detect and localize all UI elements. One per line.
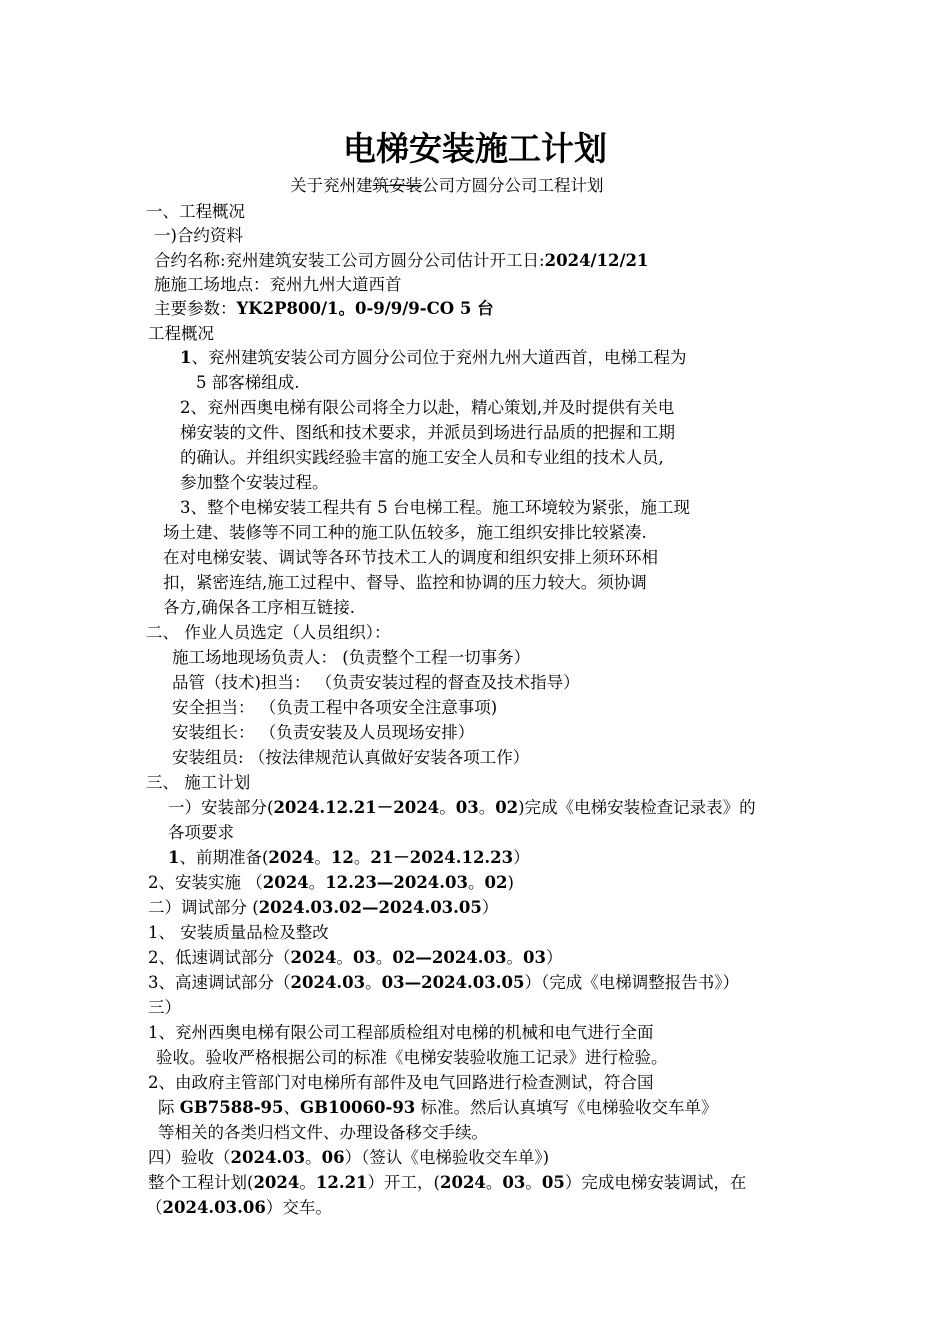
text-line (196, 371, 300, 395)
text-segment: )完成《电梯安装检查记录表》的 (518, 798, 756, 817)
text-segment: 。 (299, 1173, 316, 1192)
text-segment: 2024.03.06 (162, 1198, 266, 1217)
text-line (172, 646, 530, 670)
text-segment: 21 (370, 848, 394, 867)
text-segment: 、 (283, 1098, 301, 1117)
text-line (156, 1046, 668, 1070)
text-segment: 施施工场地点：兖州九州大道西首 (154, 275, 402, 294)
text-line (172, 696, 497, 720)
text-segment: 三） (148, 998, 181, 1017)
text-segment: 2024 (290, 948, 337, 967)
text-segment: 标准。然后认真填写《电梯验收交车单》 (415, 1098, 718, 1117)
text-segment: 梯安装的文件、图纸和技术要求，并派员到场进行品质的把握和工期 (180, 423, 675, 442)
text-segment: 三、 施工计划 (146, 773, 251, 792)
text-segment: 、兖州建筑安装公司方圆分公司位于兖州九州大道西首，电梯工程为 (191, 348, 687, 367)
text-segment: ）（完成《电梯调整报告书》） (524, 973, 739, 992)
text-line (168, 821, 234, 845)
text-segment: 、前期准备( (179, 848, 269, 867)
text-segment: 03 (455, 798, 479, 817)
text-line (148, 996, 181, 1020)
text-line (158, 1096, 718, 1120)
text-segment: 二、 作业人员选定（人员组织）： (146, 623, 391, 642)
text-segment: 02—2024.03 (392, 948, 507, 967)
subtitle-text-pre: 关于兖州建 (290, 176, 373, 195)
text-segment: 2024 (393, 798, 440, 817)
text-segment: 2024/12/21 (544, 251, 649, 270)
text-segment: 各方,确保各工序相互链接. (163, 598, 355, 617)
text-segment: 2、低速调试部分（ (148, 948, 291, 967)
text-segment: 在对电梯安装、调试等各环节技术工人的调度和组织安排上须环环相 (163, 548, 658, 567)
text-segment: 施工场地现场负责人： (负责整个工程一切事务） (172, 648, 531, 667)
text-line (172, 671, 580, 695)
text-segment: 03 (502, 1173, 526, 1192)
text-segment: ） (513, 848, 530, 867)
text-segment: 二）调试部分 ( (148, 898, 259, 917)
text-segment: 05 (541, 1173, 565, 1192)
text-segment: 的确认。并组织实践经验丰富的施工安全人员和专业组的技术人员, (180, 448, 664, 467)
text-segment: 。 (467, 873, 485, 892)
text-segment: 验收。验收严格根据公司的标准《电梯安装验收施工记录》进行检验。 (156, 1048, 668, 1067)
text-segment: 。 (525, 1173, 542, 1192)
text-segment: 安装组员: （按法律规范认真做好安装各项工作） (172, 748, 530, 767)
text-line (148, 946, 562, 970)
text-segment: － (376, 798, 394, 817)
text-segment: 2024.03 (230, 1148, 306, 1167)
text-segment: － (393, 848, 410, 867)
text-segment: 03 (523, 948, 546, 967)
text-line (168, 796, 756, 820)
text-line (146, 621, 391, 645)
text-segment: 安全担当： （负责工程中各项安全注意事项) (172, 698, 498, 717)
text-segment: 。 (439, 798, 456, 817)
text-line (172, 721, 474, 745)
text-segment: 02 (495, 798, 519, 817)
text-segment: 。 (485, 1173, 503, 1192)
text-segment: 02 (484, 873, 508, 892)
text-segment: 03—2024.03.05 (381, 973, 525, 992)
text-segment: 安装组长： （负责安装及人员现场安排） (172, 723, 475, 742)
text-segment: 扣，紧密连结,施工过程中、督导、监控和协调的压力较大。须协调 (163, 573, 647, 592)
document-title: 电梯安装施工计划 (343, 129, 607, 168)
text-line (146, 1196, 332, 1220)
text-line (163, 521, 647, 545)
text-line (163, 571, 647, 595)
text-segment: ） (481, 898, 499, 917)
text-line (148, 921, 329, 945)
text-segment: 。 (506, 948, 523, 967)
text-segment: 一）安装部分( (168, 798, 274, 817)
text-line (180, 396, 674, 420)
text-segment: 品管（技术)担当： （负责安装过程的督查及技术指导） (172, 673, 580, 692)
text-segment: 12 (330, 848, 354, 867)
text-segment: 2、安装实施 （ (148, 873, 263, 892)
text-line (168, 846, 530, 870)
text-segment: 一)合约资料 (154, 226, 243, 245)
text-line (146, 771, 250, 795)
text-segment: 。 (353, 848, 371, 867)
text-segment: 。 (365, 973, 382, 992)
text-segment: ）完成电梯安装调试，在 (564, 1173, 747, 1192)
subtitle-text-struck: 筑安装 (372, 176, 422, 195)
text-segment: 12.23—2024.03 (325, 873, 468, 892)
text-segment: 1、 安装质量品检及整改 (148, 923, 329, 942)
text-line (163, 546, 658, 570)
text-line (148, 971, 739, 995)
text-segment: 。 (305, 1148, 322, 1167)
text-line (148, 1071, 654, 1095)
text-segment: 2024.03 (290, 973, 366, 992)
text-segment: ) (507, 873, 514, 892)
text-segment: GB7588-95 (179, 1098, 284, 1117)
text-segment: 2024 (262, 873, 309, 892)
text-segment: 2024.12.23 (409, 848, 514, 867)
text-line (154, 249, 649, 273)
text-line (148, 1146, 549, 1170)
text-segment: 2、兖州西奥电梯有限公司将全力以赴，精心策划,并及时提供有关电 (180, 398, 675, 417)
text-segment: 2024 (253, 1173, 300, 1192)
text-segment: 一、工程概况 (146, 202, 245, 221)
text-line (172, 746, 529, 770)
text-segment: 。 (478, 798, 496, 817)
text-segment: 3、高速调试部分（ (148, 973, 291, 992)
text-segment: 1 (180, 348, 192, 367)
text-line (146, 200, 245, 224)
text-line (180, 421, 675, 445)
text-segment: 2024.12.21 (273, 798, 377, 817)
text-segment: 各项要求 (168, 823, 234, 842)
text-segment: 2024 (439, 1173, 486, 1192)
text-line (180, 471, 329, 495)
text-line (148, 1021, 654, 1045)
text-segment: ）开工，( (367, 1173, 440, 1192)
text-segment: 2024.03.02—2024.03.05 (258, 898, 482, 917)
text-segment: 际 (158, 1098, 180, 1117)
text-line (148, 322, 214, 346)
text-line (154, 273, 402, 297)
text-line (180, 496, 690, 520)
text-segment: 。 (314, 848, 331, 867)
text-segment: ） (545, 948, 563, 967)
text-line (180, 446, 664, 470)
text-segment: 2、由政府主管部门对电梯所有部件及电气回路进行检查测试，符合国 (148, 1073, 654, 1092)
text-segment: 06 (321, 1148, 345, 1167)
text-segment: ）（签认《电梯验收交车单》) (344, 1148, 550, 1167)
text-segment: 等相关的各类归档文件、办理设备移交手续。 (158, 1123, 488, 1142)
text-segment: 03 (352, 948, 376, 967)
text-segment: ）交车。 (265, 1198, 332, 1217)
text-segment: 整个工程计划( (148, 1173, 254, 1192)
text-segment: （ (146, 1198, 163, 1217)
text-segment: GB10060-93 (300, 1098, 416, 1117)
text-segment: 参加整个安装过程。 (180, 473, 329, 492)
text-line (148, 871, 514, 895)
text-segment: 2024 (268, 848, 315, 867)
text-segment: 主要参数： (154, 299, 237, 318)
text-segment: 四）验收（ (148, 1148, 231, 1167)
text-segment: 。 (375, 948, 393, 967)
text-line (163, 596, 355, 620)
text-segment: 1 (168, 848, 180, 867)
text-line (148, 896, 498, 920)
text-line (154, 297, 494, 321)
document-subtitle (290, 174, 604, 198)
text-segment: 。 (336, 948, 353, 967)
text-segment: 合约名称:兖州建筑安装工公司方圆分公司估计开工日: (154, 251, 545, 270)
subtitle-text-post: 公司方圆分公司工程计划 (422, 176, 604, 195)
text-segment: 台 (471, 299, 494, 318)
text-line (158, 1121, 488, 1145)
text-segment: 。 (308, 873, 326, 892)
text-segment: YK2P800/1。0-9/9/9-CO 5 (236, 299, 472, 318)
text-segment: 3、整个电梯安装工程共有 5 台电梯工程。施工环境较为紧张，施工现 (180, 498, 690, 517)
text-segment: 5 部客梯组成. (196, 373, 300, 392)
text-line (154, 224, 243, 248)
text-segment: 场土建、装修等不同工种的施工队伍较多，施工组织安排比较紧凑. (163, 523, 647, 542)
text-segment: 12.21 (315, 1173, 368, 1192)
text-line (180, 346, 686, 370)
text-segment: 工程概况 (148, 324, 214, 343)
text-segment: 1、兖州西奥电梯有限公司工程部质检组对电梯的机械和电气进行全面 (148, 1023, 654, 1042)
text-line (148, 1171, 746, 1195)
